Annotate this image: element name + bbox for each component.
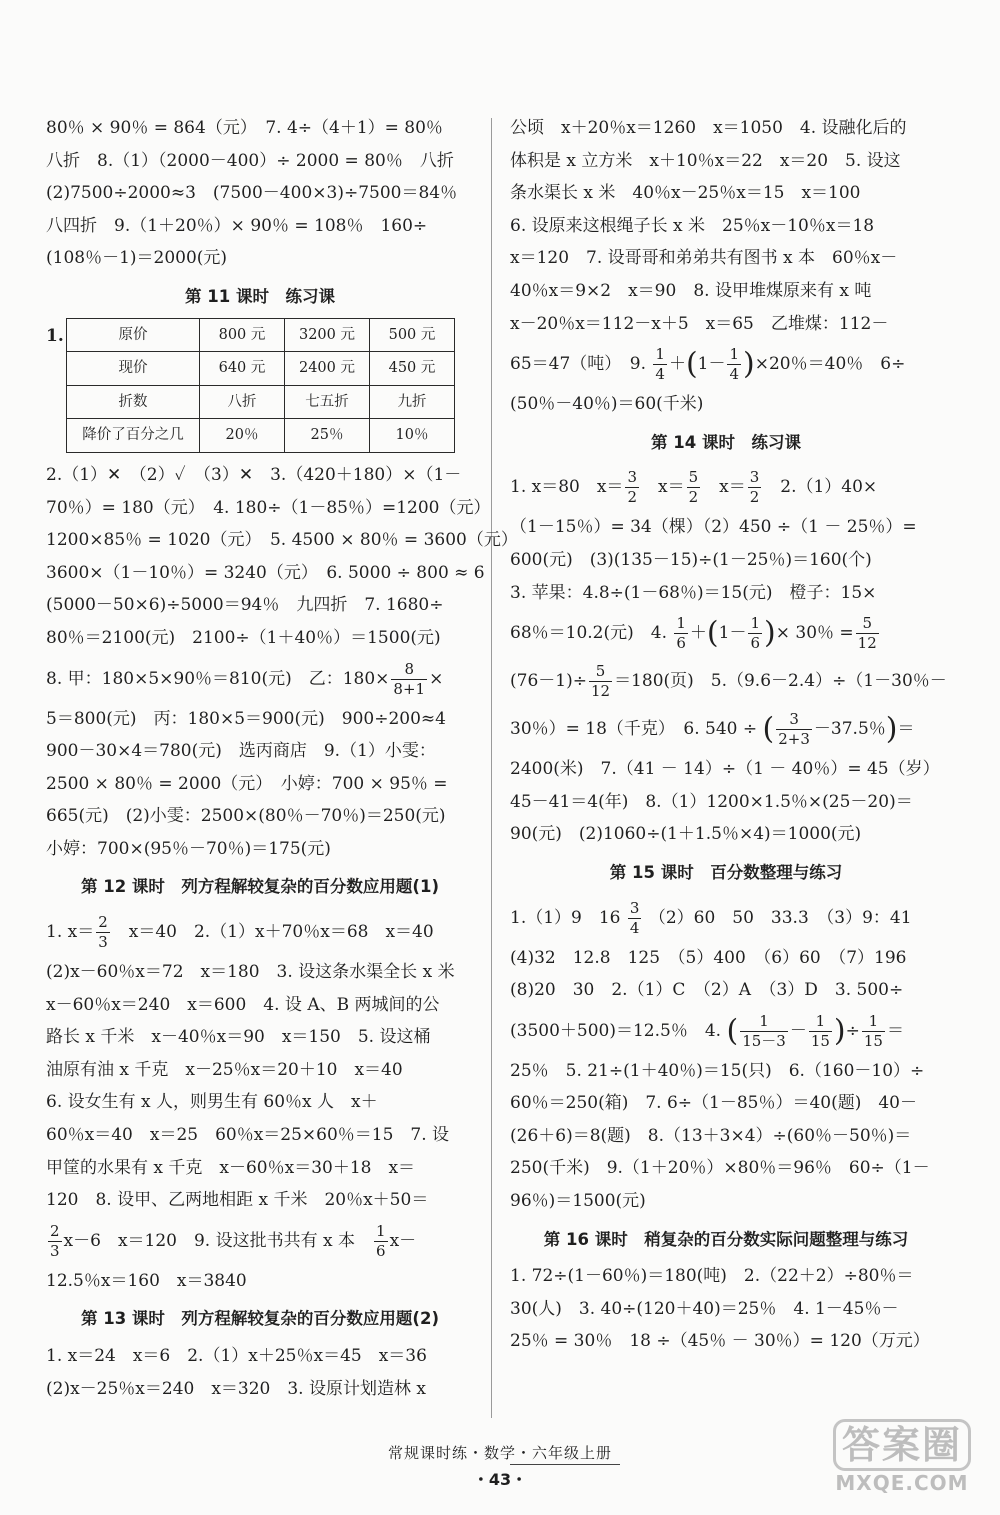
- table-cell: 500 元: [370, 318, 455, 352]
- table-cell: 25％: [285, 419, 370, 453]
- section-heading-lesson-15: 第 15 课时 百分数整理与练习: [609, 862, 843, 882]
- text-line: (2)x－25％x＝240 x＝320 3. 设原计划造林 x: [46, 1378, 426, 1399]
- table-cell: 10％: [370, 419, 455, 453]
- text-line: 公顷 x＋20％x＝1260 x＝1050 4. 设融化后的: [510, 118, 907, 138]
- table-cell: 七五折: [285, 385, 370, 419]
- text-line: 6. 设女生有 x 人，则男生有 60％x 人 x＋: [46, 1092, 378, 1113]
- table-row: [67, 318, 455, 352]
- text-segment: 8. 甲：180×5×90％＝810(元) 乙：180×: [46, 668, 390, 689]
- table-cell: 原价: [67, 318, 200, 352]
- text-line: (108％－1)＝2000(元): [46, 248, 228, 269]
- text-line: x－60％x＝240 x＝600 4. 设 A、B 两城间的公: [46, 994, 440, 1015]
- table-cell: 现价: [67, 352, 200, 386]
- table-cell: 450 元: [370, 352, 455, 386]
- text-segment: 1. x＝80 x＝: [510, 477, 624, 498]
- fraction: [589, 664, 612, 699]
- text-line: 30(人) 3. 40÷(120＋40)＝25％ 4. 1－45％－: [510, 1298, 899, 1319]
- fraction: [740, 1011, 788, 1050]
- text-line-with-fraction: [46, 1217, 474, 1265]
- text-line-with-fraction: (3500＋500)＝12.5％ 4. ( $\frac{1}{15-3}$ － $\frac{1}{15}$ )÷ $\frac{1}{15}$ ＝: [510, 1011, 904, 1050]
- text-line: 96％)＝1500(元): [510, 1191, 646, 1212]
- text-line: (2)x－60％x＝72 x＝180 3. 设这条水渠全长 x 米: [46, 962, 455, 983]
- fraction: [374, 1221, 388, 1260]
- text-line: 油原有油 x 千克 x－25％x＝20＋10 x＝40: [46, 1059, 403, 1080]
- fraction: [674, 616, 688, 651]
- section-heading-lesson-14: 第 14 课时 练习课: [651, 432, 801, 452]
- fraction-denominator: 15: [810, 1031, 830, 1050]
- text-line: (8)20 30 2.（1）C （2）A （3）D 3. 500÷: [510, 980, 904, 1001]
- text-line: (50％－40％)＝60(千米): [510, 394, 704, 415]
- table-cell: 2400 元: [285, 352, 370, 386]
- text-line: 5＝800(元) 丙：180×5＝900(元) 900÷200≈4: [46, 708, 446, 729]
- text-segment: ×: [429, 668, 444, 689]
- fraction: [809, 1011, 832, 1050]
- text-line: 1200×85％ = 1020（元） 5. 4500 × 80％ = 3600（元）: [46, 530, 518, 551]
- text-line-with-fraction: [46, 655, 474, 703]
- text-line: 路长 x 千米 x－40％x＝90 x＝150 5. 设这桶: [46, 1027, 431, 1048]
- text-segment: 1.（1）9 16: [510, 907, 621, 928]
- text-line: 70％）= 180（元） 4. 180÷（1－85％）=1200（元）: [46, 497, 491, 518]
- fraction-denominator: 2: [749, 488, 760, 507]
- text-segment: 1. x＝: [46, 922, 95, 943]
- text-segment: × 30％ =: [775, 623, 854, 644]
- left-paren: (: [706, 615, 719, 651]
- watermark-logo: [822, 1419, 982, 1497]
- fraction: [748, 470, 762, 505]
- text-line: 3. 苹果：4.8÷(1－68％)＝15(元) 橙子：15×: [510, 582, 877, 603]
- text-line: 25％ 5. 21÷(1＋40％)＝15(只) 6.（160－10）÷: [510, 1060, 925, 1081]
- text-segment: (76－1)÷: [510, 671, 587, 692]
- fraction: [862, 1011, 885, 1050]
- fraction-numerator: 3: [627, 468, 637, 487]
- text-line: 90(元) (2)1060÷(1＋1.5％×4)＝1000(元): [510, 824, 862, 845]
- fraction: [96, 915, 110, 950]
- fraction-numerator: 3: [776, 712, 812, 730]
- text-segment: 2.（1）40×: [763, 477, 878, 498]
- fraction: [625, 470, 639, 505]
- fraction: [776, 712, 812, 747]
- text-line: 体积是 x 立方米 x＋10％x＝22 x＝20 5. 设这: [510, 150, 901, 171]
- fraction-denominator: 2+3: [778, 730, 810, 749]
- table-cell: 折数: [67, 385, 200, 419]
- section-heading-lesson-16: 第 16 课时 稍复杂的百分数实际问题整理与练习: [543, 1229, 909, 1249]
- text-line-with-fraction: [510, 705, 942, 753]
- section-heading-lesson-13: 第 13 课时 列方程解较复杂的百分数应用题(2): [80, 1309, 439, 1329]
- text-line: 120 8. 设甲、乙两地相距 x 千米 20％x＋50＝: [46, 1190, 429, 1211]
- text-line: 6. 设原来这根绳子长 x 米 25％x－10％x＝18: [510, 215, 875, 236]
- text-line: 60％＝250(箱) 7. 6÷（1－85％）＝40(题) 40－: [510, 1093, 918, 1114]
- text-segment: x－6 x＝120 9. 设这批书共有 x 本: [63, 1230, 373, 1251]
- text-line: (4)32 12.8 125 （5）400 （6）60 （7）196: [510, 947, 907, 968]
- text-line: x－20％x＝112－x＋5 x＝65 乙堆煤：112－: [510, 313, 889, 334]
- table-cell: 降价了百分之几: [67, 419, 200, 453]
- fraction-numerator: 3: [749, 468, 760, 487]
- table-cell: 八折: [200, 385, 285, 419]
- text-line: 八折 8.（1）（2000－400）÷ 2000 = 80％ 八折: [46, 150, 454, 171]
- text-line: 250(千米) 9.（1＋20％）×80％＝96％ 60÷（1－: [510, 1158, 930, 1179]
- right-paren: ): [833, 1013, 846, 1049]
- table-cell: 20％: [200, 419, 285, 453]
- text-line: 1. 72÷(1－60％)＝180(吨) 2.（22＋2）÷80％＝: [510, 1266, 914, 1287]
- table-row: [67, 419, 455, 453]
- fraction-numerator: 2: [50, 1221, 60, 1240]
- price-table-block: [46, 318, 474, 453]
- fraction-denominator: 4: [629, 918, 640, 937]
- text-segment: （2）60 50 33.3 （3）9：41: [648, 907, 912, 928]
- fraction-numerator: 1: [740, 1014, 788, 1032]
- text-line: (26＋6)＝8(题) 8.（13＋3×4）÷(60％－50％)＝: [510, 1125, 912, 1146]
- table-cell: 800 元: [200, 318, 285, 352]
- fraction-denominator: 4: [729, 365, 740, 384]
- fraction: [727, 347, 741, 382]
- text-line-with-fraction: 65＝47（吨） 9. $\frac{1}{4}$ ＋(1－ $\frac{1}{4}$ )×20％＝40％ 6÷: [510, 345, 906, 384]
- right-paren: ): [764, 615, 776, 651]
- text-line: 80％＝2100(元) 2100÷（1＋40％）＝1500(元): [46, 627, 441, 648]
- section-heading-lesson-11: 第 11 课时 练习课: [185, 286, 335, 306]
- fraction-denominator: 12: [590, 682, 611, 701]
- text-line: (2)7500÷2000≈3 (7500－400×3)÷7500＝84％: [46, 183, 458, 204]
- left-column: [46, 112, 518, 1405]
- text-segment: 65＝47（吨） 9.: [510, 354, 646, 375]
- fraction-denominator: 4: [655, 365, 665, 384]
- table-cell: 3200 元: [285, 318, 370, 352]
- fraction-denominator: 15－3: [742, 1031, 786, 1050]
- fraction: [628, 898, 642, 937]
- text-line: x＝120 7. 设哥哥和弟弟共有图书 x 本 60％x－: [510, 248, 898, 269]
- fraction: [687, 470, 701, 505]
- question-number: 1.: [46, 325, 64, 346]
- text-line-with-fraction: [510, 894, 942, 942]
- text-line-with-fraction: [46, 908, 474, 956]
- fraction: [856, 616, 879, 651]
- fraction-numerator: 2: [98, 913, 108, 932]
- table-row: [67, 385, 455, 419]
- text-line: 25％ = 30％ 18 ÷（45％ － 30％）= 120（万元）: [510, 1331, 930, 1352]
- text-line-with-fraction: [510, 657, 947, 705]
- text-segment: x－: [389, 1230, 417, 1251]
- fraction: [748, 616, 762, 651]
- fraction-numerator: 1: [676, 614, 686, 633]
- fraction: [391, 659, 427, 698]
- price-table: [66, 318, 455, 453]
- text-line: 45－41＝4(年) 8.（1）1200×1.5％×(25－20)＝: [510, 791, 913, 812]
- fraction-denominator: 3: [98, 933, 108, 952]
- text-segment: ＝: [897, 719, 915, 740]
- table-cell: 九折: [370, 385, 455, 419]
- page-number: ・43・: [472, 1470, 528, 1489]
- fraction-denominator: 6: [376, 1241, 386, 1260]
- text-line: 80％ × 90％ = 864（元） 7. 4÷（4＋1）= 80％: [46, 118, 443, 138]
- text-segment: －37.5％: [813, 719, 886, 740]
- left-paren: (: [685, 346, 698, 382]
- text-segment: ＝180(页) 5.（9.6－2.4）÷（1－30％－: [614, 671, 947, 692]
- fraction-denominator: 3: [50, 1241, 60, 1260]
- text-segment: (3500＋500)＝12.5％ 4.: [510, 1020, 722, 1041]
- fraction-numerator: 1: [750, 614, 761, 633]
- fraction-numerator: 1: [729, 345, 740, 364]
- fraction-numerator: 3: [629, 898, 640, 917]
- fraction-denominator: 6: [750, 634, 761, 653]
- text-line: 3600×（1－10％）= 3240（元） 6. 5000 ÷ 800 ≈ 6: [46, 562, 485, 583]
- text-segment: ×20％＝40％ 6÷: [754, 354, 906, 375]
- fraction-numerator: 5: [856, 616, 879, 634]
- text-segment: x＝40 2.（1）x＋70％x＝68 x＝40: [111, 922, 434, 943]
- text-line-with-fraction: 68％＝10.2(元) 4. $\frac{1}{6}$ ＋(1－ $\frac{1}{6}$ )× 30％ = $\frac{5}{12}$: [510, 614, 877, 653]
- text-line: 40％x＝9×2 x＝90 8. 设甲堆煤原来有 x 吨: [510, 280, 872, 301]
- text-line: 60％x＝40 x＝25 60％x＝25×60％＝15 7. 设: [46, 1125, 450, 1146]
- text-line: 2400(米) 7.（41 － 14）÷（1 － 40％）= 45（岁）: [510, 759, 940, 780]
- right-column: [510, 112, 947, 1358]
- section-heading-lesson-12: 第 12 课时 列方程解较复杂的百分数应用题(1): [80, 877, 439, 897]
- text-line: 12.5％x＝160 x＝3840: [46, 1270, 247, 1291]
- watermark-url: MXQE.COM: [835, 1471, 969, 1495]
- text-line: 1. x＝24 x＝6 2.（1）x＋25％x＝45 x＝36: [46, 1346, 427, 1366]
- fraction-numerator: 1: [376, 1221, 386, 1240]
- text-line: 八四折 9.（1＋20％）× 90％ = 108％ 160÷: [46, 215, 428, 236]
- text-line: 条水渠长 x 米 40％x－25％x＝15 x＝100: [510, 183, 861, 204]
- text-segment: x＝: [640, 477, 685, 498]
- text-line: 2500 × 80％ = 2000（元） 小婷：700 × 95％ =: [46, 773, 448, 794]
- fraction-denominator: 15: [863, 1031, 883, 1050]
- right-paren: ): [743, 346, 755, 382]
- text-segment: x＝: [702, 477, 746, 498]
- text-line: 小婷：700×(95％－70％)＝175(元): [46, 838, 331, 859]
- fraction-denominator: 8+1: [393, 679, 426, 698]
- fraction-numerator: 5: [589, 664, 612, 682]
- fraction-numerator: 5: [688, 468, 699, 487]
- fraction-numerator: 1: [655, 345, 665, 364]
- text-line: (5000－50×6)÷5000＝94％ 九四折 7. 1680÷: [46, 595, 444, 616]
- text-segment: 68％＝10.2(元) 4.: [510, 623, 667, 644]
- text-line: （1－15％）= 34（棵）（2）450 ÷（1 － 25％）=: [510, 517, 917, 538]
- footer-book-title: 常规课时练・数学・六年级上册: [387, 1444, 612, 1462]
- fraction-denominator: 2: [627, 488, 637, 507]
- fraction-numerator: 8: [391, 662, 427, 680]
- text-segment: 30％）= 18（千克） 6. 540 ÷: [510, 719, 758, 740]
- left-paren: (: [762, 711, 775, 747]
- text-line: 2.（1）✕ （2）✓ （3）✕ 3.（420＋180）×（1－: [46, 464, 462, 485]
- footer-rule: [510, 1464, 620, 1465]
- fraction-denominator: 2: [688, 488, 699, 507]
- table-cell: 640 元: [200, 352, 285, 386]
- column-divider: [491, 118, 492, 1418]
- table-row: [67, 352, 455, 386]
- text-segment: ÷: [845, 1020, 860, 1041]
- text-line: 665(元) (2)小雯：2500×(80％－70％)＝250(元): [46, 806, 446, 827]
- fraction-denominator: 12: [857, 634, 877, 653]
- fraction: [653, 347, 667, 382]
- text-line: 600(元) (3)(135－15)÷(1－25％)＝160(个): [510, 549, 872, 570]
- right-paren: ): [885, 711, 898, 747]
- text-line: 甲筐的水果有 x 千克 x－60％x＝30＋18 x＝: [46, 1157, 416, 1178]
- text-line-with-fraction: [510, 463, 942, 511]
- fraction-denominator: 6: [676, 634, 686, 653]
- watermark-text: 答案圈: [833, 1419, 971, 1471]
- fraction-numerator: 1: [862, 1014, 885, 1032]
- fraction-numerator: 1: [809, 1014, 832, 1032]
- left-paren: (: [726, 1013, 739, 1049]
- fraction: [48, 1221, 62, 1260]
- text-line: 900－30×4＝780(元) 选丙商店 9.（1）小雯：: [46, 741, 436, 762]
